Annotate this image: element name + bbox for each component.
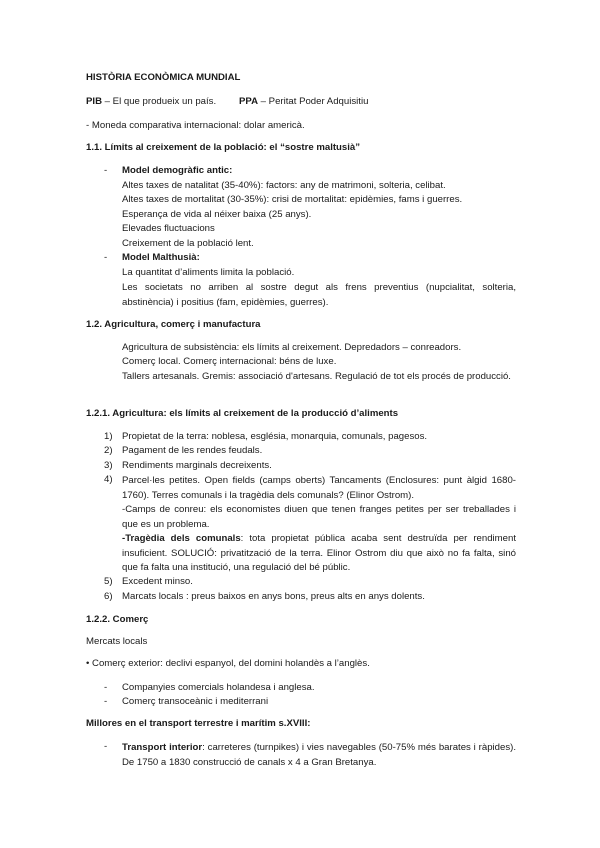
ppa-label: PPA [239, 96, 259, 107]
section-1-1-heading: 1.1. Límits al creixement de la població: el “sostre maltusià” [86, 142, 361, 153]
transport-text: : carreteres (turnpikes) i vies navegables (50-75% més barates i ràpides). De 1750 a 1830 construcció de canals x 4 a Gran Bretanya. [122, 742, 516, 768]
dash-marker: - [104, 741, 108, 752]
model-malthusia-label: Model Malthusià: [122, 252, 200, 263]
demo-line: Elevades fluctuacions [122, 223, 215, 234]
section-1-2-2-heading: 1.2.2. Comerç [86, 614, 149, 625]
comerc-exterior-text: Comerç exterior: declivi espanyol, del domini holandès a l’anglès. [89, 658, 370, 669]
moneda-line: - Moneda comparativa internacional: dolar americà. [86, 120, 305, 131]
dash-marker: - [104, 682, 108, 693]
companyies-line: Companyies comercials holandesa i anglesa. [122, 682, 315, 693]
malthus-line: La quantitat d’aliments limita la població. [122, 267, 295, 278]
list-number: 6) [104, 591, 113, 602]
malthus-paragraph: Les societats no arriben al sostre degut als frens preventius (nupcialitat, solteria, abstinència) i positius (fam, epidèmies, guerres). [122, 282, 516, 308]
pib-definition [86, 96, 216, 107]
list-item: Rendiments marginals decreixents. [122, 460, 272, 471]
ppa-text: – Peritat Poder Adquisitiu [258, 96, 369, 107]
model-demografic-label: Model demogràfic antic: [122, 165, 233, 176]
list-number: 2) [104, 445, 113, 456]
list-number: 1) [104, 431, 113, 442]
bullet-icon: • [86, 658, 90, 669]
agri-line: Comerç local. Comerç internacional: béns de luxe. [122, 356, 337, 367]
demo-line: Esperança de vida al néixer baixa (25 anys). [122, 209, 312, 220]
dash-marker: - [104, 252, 108, 263]
transport-label: Transport interior [122, 742, 203, 753]
agri-paragraph: Tallers artesanals. Gremis: associació d'artesans. Regulació de tot els procés de producció. [122, 371, 511, 382]
millores-transport-heading: Millores en el transport terrestre i marítim s.XVIII: [86, 718, 311, 729]
document-title: HISTÒRIA ECONÒMICA MUNDIAL [86, 72, 241, 83]
list-item: Parcel·les petites. Open fields (camps oberts) Tancaments (Enclosures: punt àlgid 1680-1760). Terres comunals i la tragèdia dels comunals? (Elinor Ostrom). [122, 475, 516, 501]
dash-marker: - [104, 165, 108, 176]
demo-line: Creixement de la població lent. [122, 238, 254, 249]
pib-text: – El que produeix un país. [102, 96, 217, 107]
tragedia-comunals-paragraph [122, 532, 516, 576]
demo-line: Altes taxes de mortalitat (30-35%): crisi de mortalitat: epidèmies, fams i guerres. [122, 194, 463, 205]
list-number: 3) [104, 460, 113, 471]
dash-marker: - [104, 696, 108, 707]
list-item: Pagament de les rendes feudals. [122, 445, 263, 456]
pib-label: PIB [86, 96, 102, 107]
list-item: Marcats locals : preus baixos en anys bons, preus alts en anys dolents. [122, 591, 425, 602]
comerc-exterior-line [86, 658, 370, 669]
mercats-locals: Mercats locals [86, 636, 148, 647]
list-number: 4) [104, 474, 113, 485]
camps-conreu-paragraph: -Camps de conreu: els economistes diuen que tenen franges petites per ser treballades i que es un problema. [122, 504, 516, 530]
demo-line: Altes taxes de natalitat (35-40%): factors: any de matrimoni, solteria, celibat. [122, 180, 446, 191]
section-1-2-1-heading: 1.2.1. Agricultura: els límits al creixement de la producció d’aliments [86, 408, 399, 419]
transport-interior-paragraph [122, 741, 516, 770]
transoceanic-line: Comerç transoceànic i mediterrani [122, 696, 269, 707]
list-number: 5) [104, 576, 113, 587]
tragedia-label: -Tragèdia dels comunals [122, 533, 241, 544]
agri-line: Agricultura de subsistència: els límits al creixement. Depredadors – conreadors. [122, 342, 462, 353]
tragedia-text: : tota propietat pública acaba sent destruïda per rendiment insuficient. SOLUCIÓ: privatització de la terra. Elinor Ostrom diu que això no fa falta, sinó que fa falta una institució, una regulació del bé públic. [122, 533, 517, 573]
list-item: Excedent minso. [122, 576, 193, 587]
list-item: Propietat de la terra: noblesa, església, monarquia, comunals, pagesos. [122, 431, 428, 442]
section-1-2-heading: 1.2. Agricultura, comerç i manufactura [86, 319, 261, 330]
ppa-definition [239, 96, 368, 107]
